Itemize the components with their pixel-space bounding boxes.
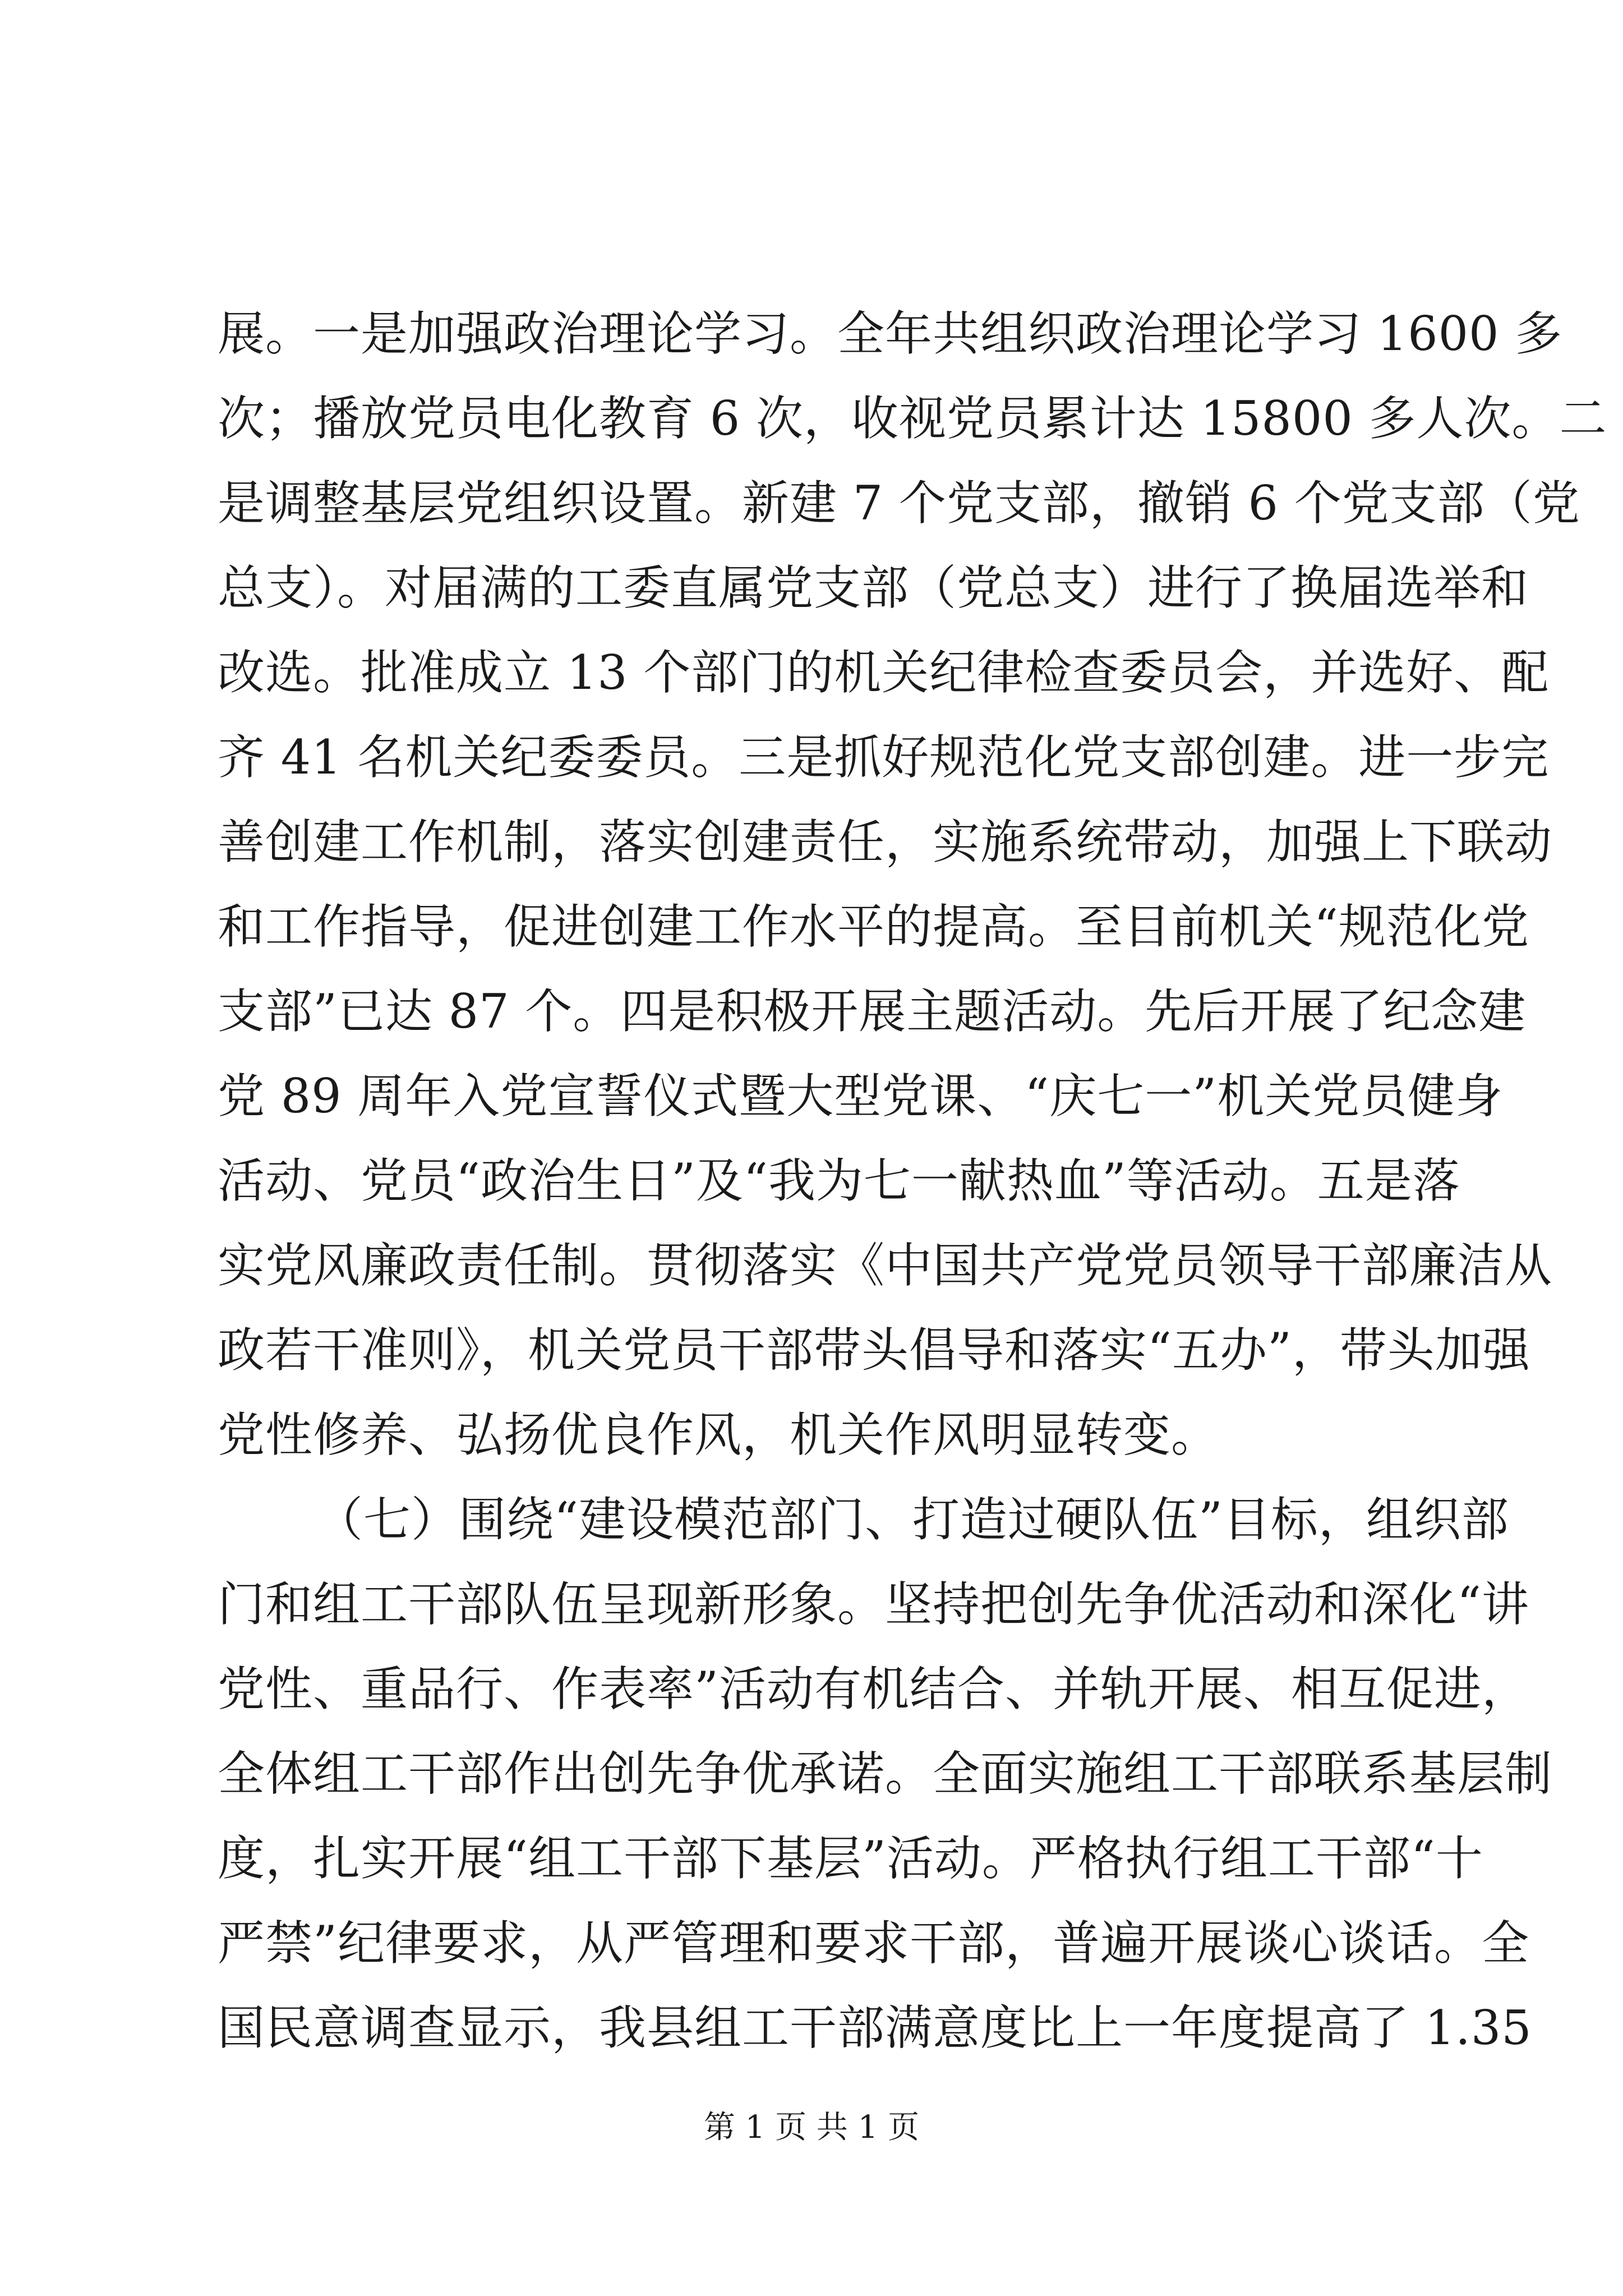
text-line: 改选。批准成立 13 个部门的机关纪律检查委员会，并选好、配 — [218, 645, 1550, 700]
text-line: 支部”已达 87 个。四是积极开展主题活动。先后开展了纪念建 — [218, 984, 1527, 1039]
text-line: 党 89 周年入党宣誓仪式暨大型党课、“庆七一”机关党员健身 — [218, 1069, 1504, 1124]
text-line: 度，扎实开展“组工干部下基层”活动。严格执行组工干部“十 — [218, 1831, 1483, 1886]
text-line: 展。一是加强政治理论学习。全年共组织政治理论学习 1600 多 — [218, 306, 1563, 361]
page-footer — [0, 2108, 1623, 2147]
text-line: 严禁”纪律要求，从严管理和要求干部，普遍开展谈心谈话。全 — [218, 1916, 1529, 1971]
text-line: 党性修养、弘扬优良作风，机关作风明显转变。 — [218, 1407, 1219, 1462]
text-line: 是调整基层党组织设置。新建 7 个党支部，撤销 6 个党支部（党 — [218, 476, 1580, 531]
text-line: 活动、党员“政治生日”及“我为七一献热血”等活动。五是落 — [218, 1153, 1460, 1208]
text-line: 善创建工作机制，落实创建责任，实施系统带动，加强上下联动 — [218, 815, 1553, 869]
text-line: 齐 41 名机关纪委委员。三是抓好规范化党支部创建。进一步完 — [218, 730, 1550, 785]
text-line: 次；播放党员电化教育 6 次，收视党员累计达 15800 多人次。二 — [218, 391, 1607, 446]
text-line: 党性、重品行、作表率”活动有机结合、并轨开展、相互促进， — [218, 1662, 1529, 1717]
text-line: 政若干准则》，机关党员干部带头倡导和落实“五办”，带头加强 — [218, 1323, 1530, 1378]
document-body — [218, 292, 1607, 2070]
text-line: 国民意调查显示，我县组工干部满意度比上一年度提高了 1.35 — [218, 2000, 1532, 2055]
text-line: 门和组工干部队伍呈现新形象。坚持把创先争优活动和深化“讲 — [218, 1577, 1529, 1632]
paragraph-start-line: （七）围绕“建设模范部门、打造过硬队伍”目标，组织部 — [316, 1492, 1509, 1547]
text-line: 实党风廉政责任制。贯彻落实《中国共产党党员领导干部廉洁从 — [218, 1238, 1553, 1293]
text-line: 全体组工干部作出创先争优承诺。全面实施组工干部联系基层制 — [218, 1746, 1553, 1801]
text-line: 总支）。对届满的工委直属党支部（党总支）进行了换届选举和 — [218, 560, 1529, 615]
page-number-label: 第 1 页 共 1 页 — [703, 2109, 920, 2146]
text-line: 和工作指导，促进创建工作水平的提高。至目前机关“规范化党 — [218, 899, 1529, 954]
